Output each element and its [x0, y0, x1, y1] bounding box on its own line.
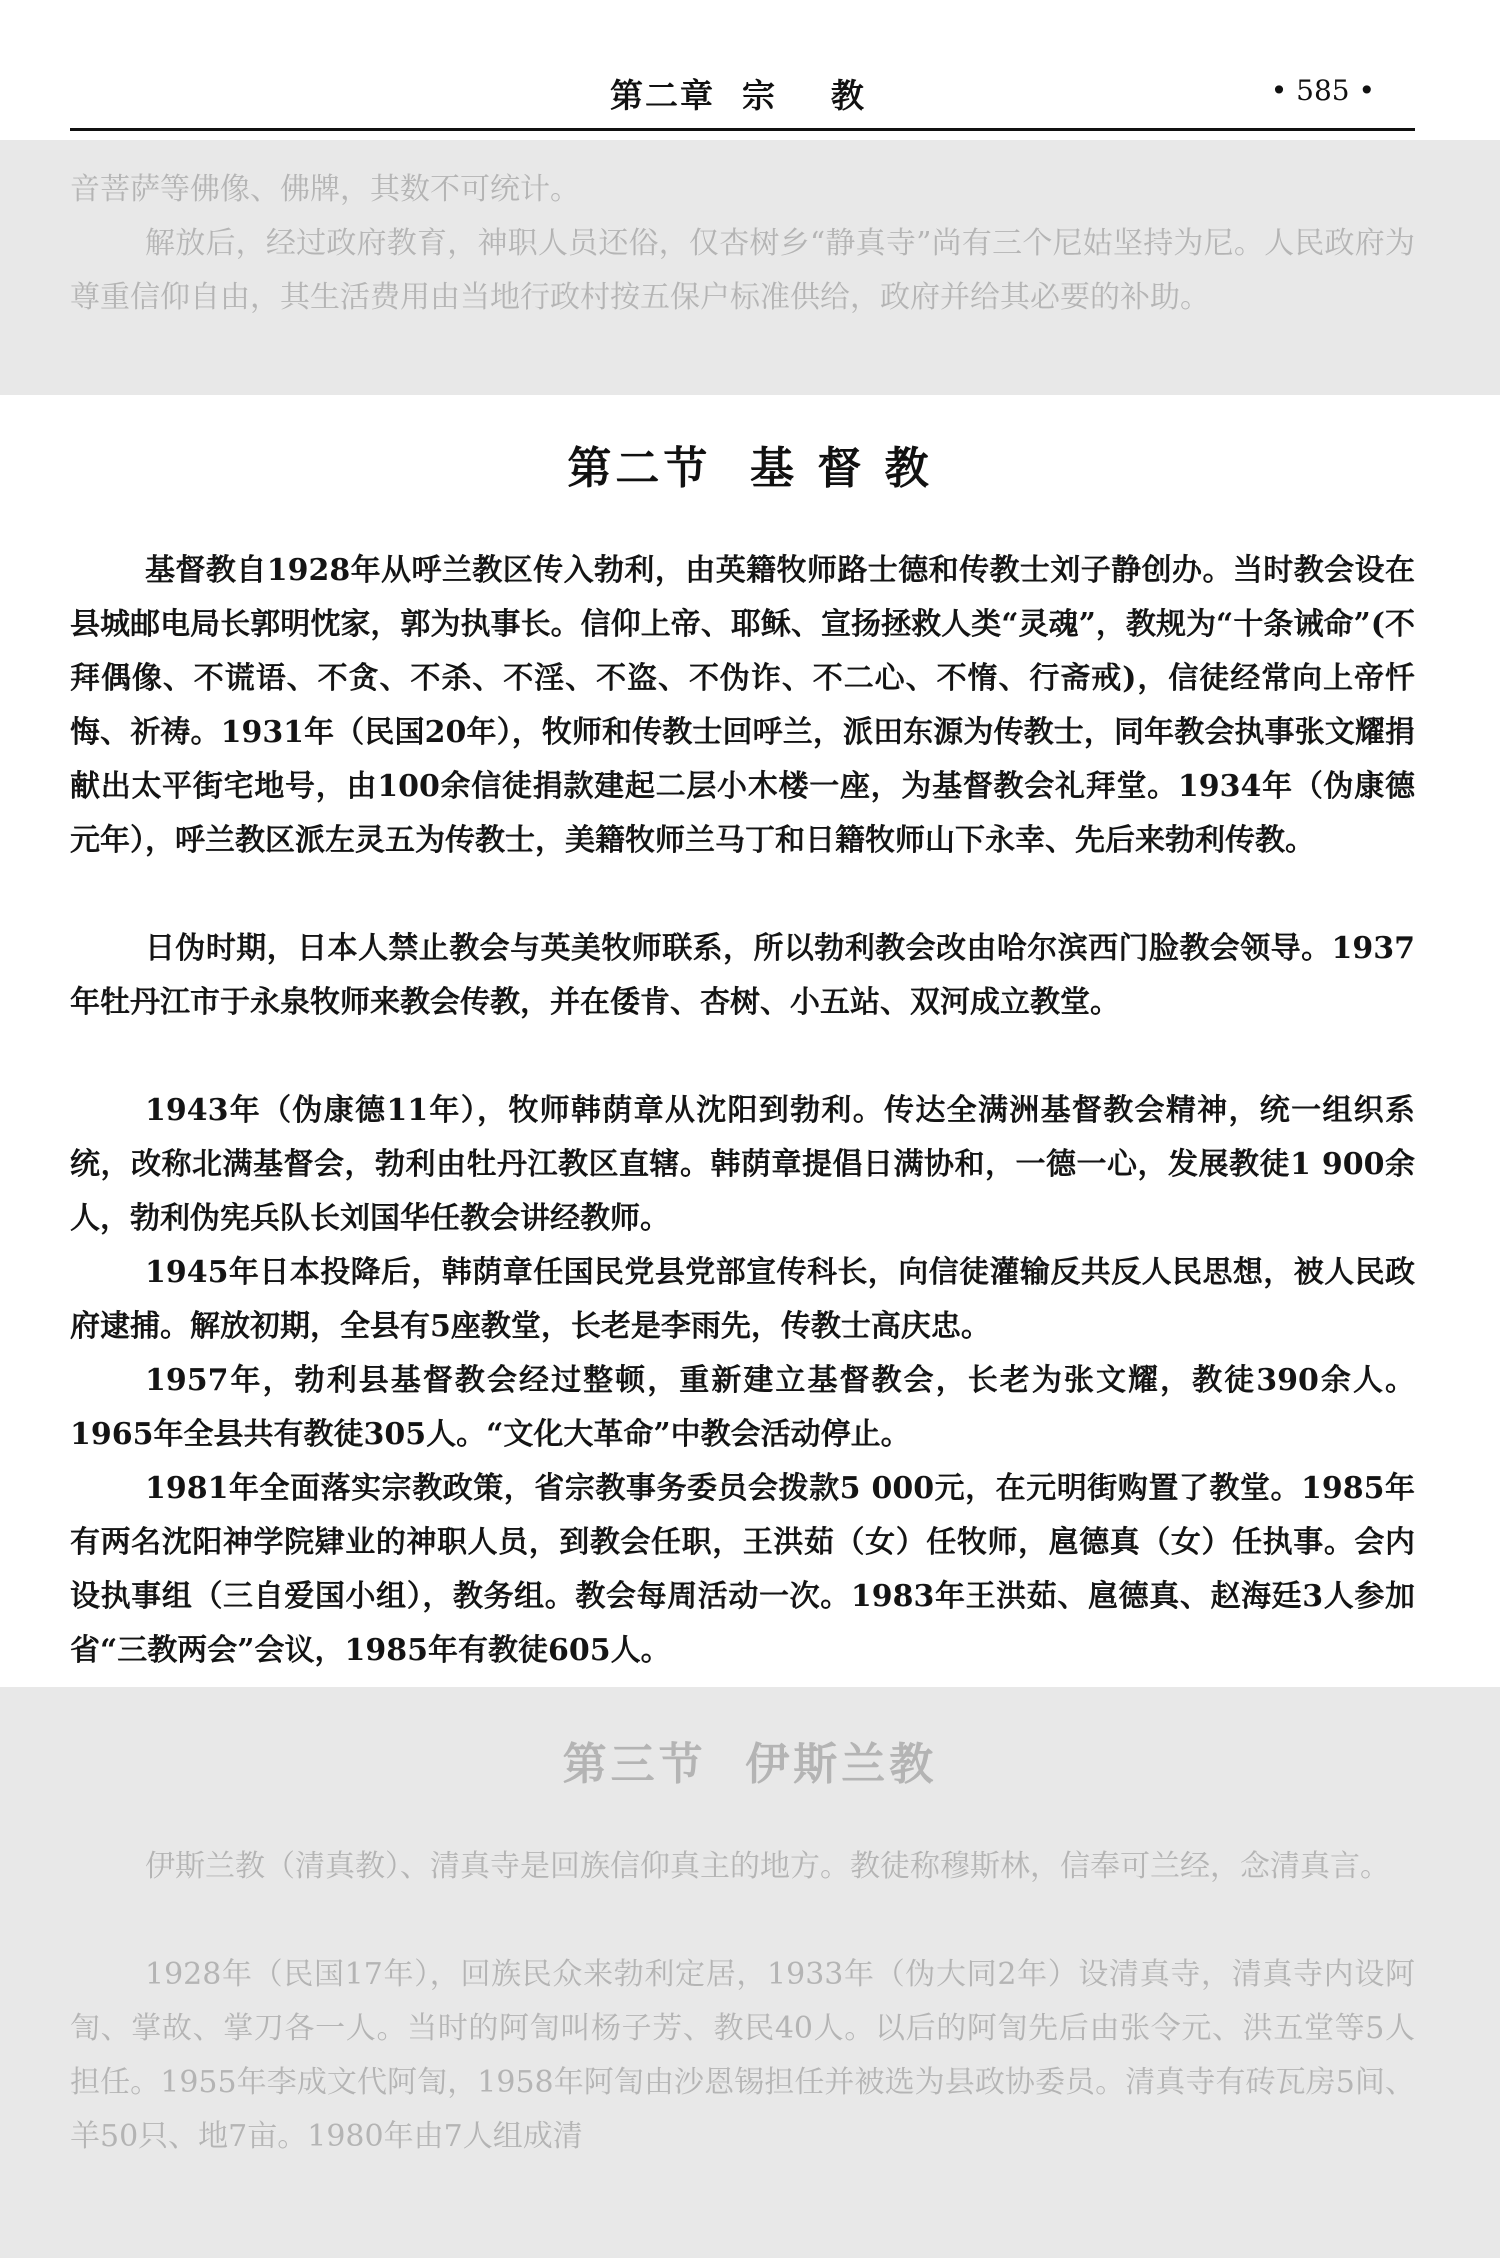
- section-title-islam: 第三节 伊斯兰教: [562, 1739, 938, 1790]
- christianity-paragraph-4: 1945年日本投降后，韩荫章任国民党县党部宣传科长，向信徒灌输反共反人民思想，被人民政府逮捕。解放初期，全县有5座教堂，长老是李雨先，传教士高庆忠。: [70, 1255, 1415, 1344]
- christianity-paragraph-5: 1957年，勃利县基督教会经过整顿，重新建立基督教会，长老为张文耀，教徒390余人。1965年全县共有教徒305人。“文化大革命”中教会活动停止。: [70, 1363, 1415, 1452]
- page-number: • 585 •: [1270, 74, 1375, 107]
- christianity-paragraph-6: 1981年全面落实宗教政策，省宗教事务委员会拨款5 000元，在元明街购置了教堂。1985年有两名沈阳神学院肄业的神职人员，到教会任职，王洪茹（女）任牧师，扈德真（女）任执事。会内设执事组（三自爱国小组），教务组。教会每周活动一次。1983年王洪茹、扈德真、赵海廷3人参加省“三教两会”会议，1985年有教徒605人。: [70, 1471, 1415, 1668]
- section-title-christianity: 第二节 基 督 教: [567, 443, 933, 494]
- christianity-paragraph-1: 基督教自1928年从呼兰教区传入勃利，由英籍牧师路士德和传教士刘子静创办。当时教会设在县城邮电局长郭明忱家，郭为执事长。信仰上帝、耶稣、宣扬拯救人类“灵魂”，教规为“十条诫命”(不拜偶像、不谎语、不贪、不杀、不淫、不盗、不伪诈、不二心、不惰、行斋戒)，信徒经常向上帝忏悔、祈祷。1931年（民国20年），牧师和传教士回呼兰，派田东源为传教士，同年教会执事张文耀捐献出太平街宅地号，由100余信徒捐款建起二层小木楼一座，为基督教会礼拜堂。1934年（伪康德元年），呼兰教区派左灵五为传教士，美籍牧师兰马丁和日籍牧师山下永幸、先后来勃利传教。: [70, 553, 1415, 858]
- top-fragment-line-1: 音菩萨等佛像、佛牌，其数不可统计。: [70, 172, 580, 207]
- top-fragment-paragraph: 解放后，经过政府教育，神职人员还俗，仅杏树乡“静真寺”尚有三个尼姑坚持为尼。人民政府为尊重信仰自由，其生活费用由当地行政村按五保户标准供给，政府并给其必要的补助。: [70, 226, 1415, 315]
- page-header: [70, 62, 1415, 131]
- islam-paragraph-2: 1928年（民国17年），回族民众来勃利定居，1933年（伪大同2年）设清真寺，清真寺内设阿訇、掌故、掌刀各一人。当时的阿訇叫杨子芳、教民40人。以后的阿訇先后由张令元、洪五堂等5人担任。1955年李成文代阿訇，1958年阿訇由沙恩锡担任并被选为县政协委员。清真寺有砖瓦房5间、羊50只、地7亩。1980年由7人组成清: [70, 1957, 1415, 2154]
- islam-paragraph-1: 伊斯兰教（清真教）、清真寺是回族信仰真主的地方。教徒称穆斯林，信奉可兰经，念清真言。: [145, 1849, 1390, 1884]
- chapter-title: 第二章 宗 教: [610, 76, 866, 115]
- christianity-paragraph-2: 日伪时期，日本人禁止教会与英美牧师联系，所以勃利教会改由哈尔滨西门脸教会领导。1937年牡丹江市于永泉牧师来教会传教，并在倭肯、杏树、小五站、双河成立教堂。: [70, 931, 1415, 1020]
- christianity-paragraph-3: 1943年（伪康德11年），牧师韩荫章从沈阳到勃利。传达全满洲基督教会精神，统一组织系统，改称北满基督会，勃利由牡丹江教区直辖。韩荫章提倡日满协和，一德一心，发展教徒1 900余人，勃利伪宪兵队长刘国华任教会讲经教师。: [70, 1093, 1415, 1236]
